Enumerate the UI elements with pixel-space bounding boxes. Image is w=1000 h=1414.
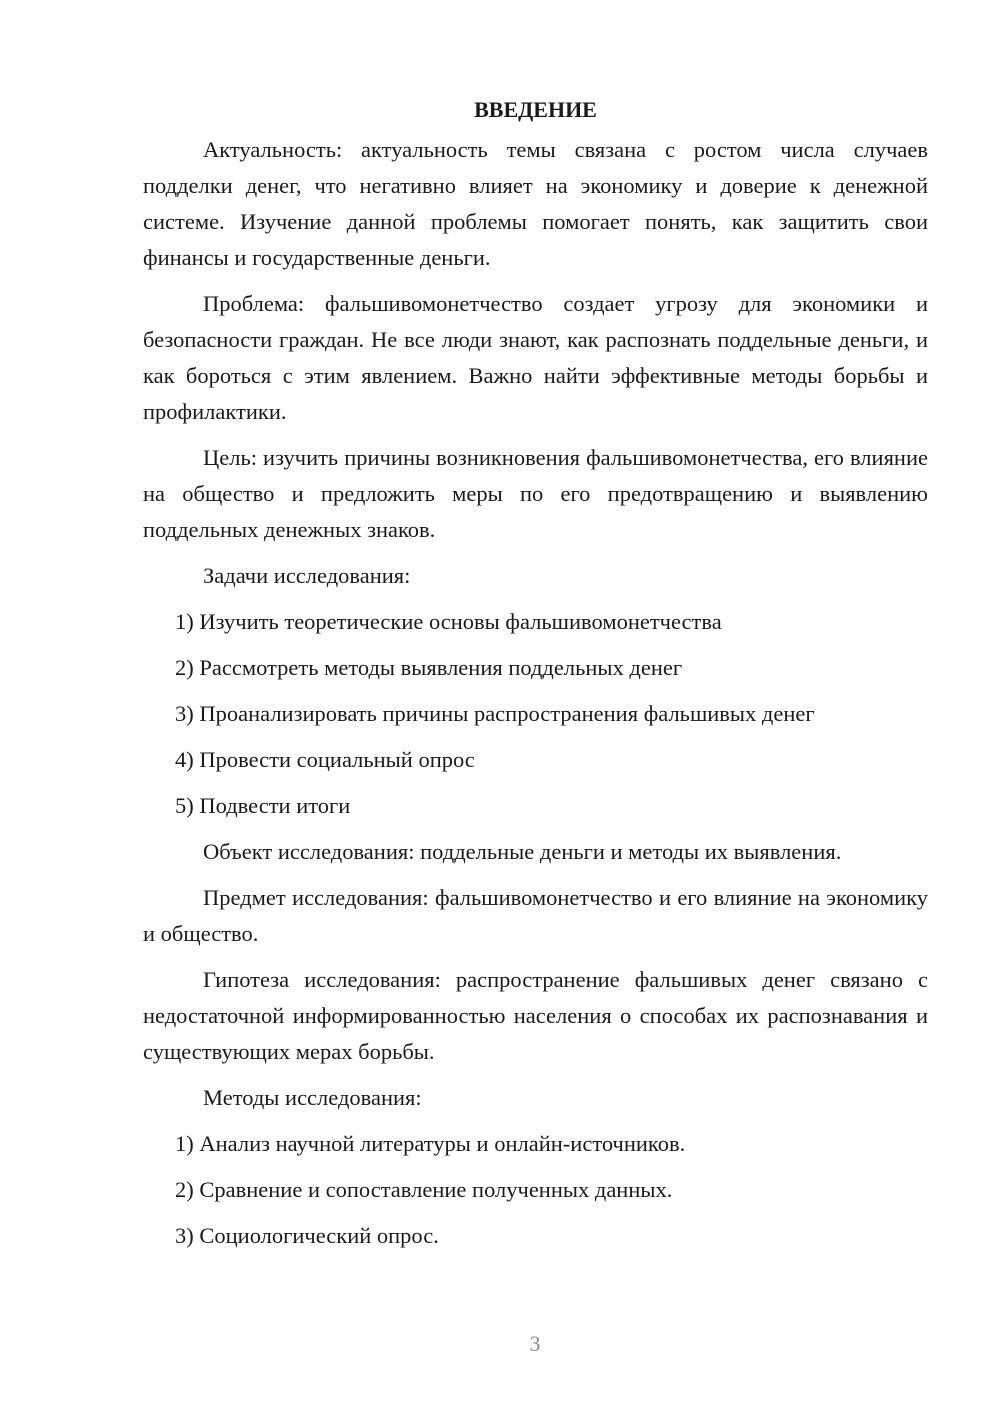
- document-page: [143, 92, 928, 1264]
- tasks-list: [143, 604, 928, 824]
- object-paragraph: Объект исследования: поддельные деньги и методы их выявления.: [203, 839, 842, 864]
- problem-paragraph: Проблема: фальшивомонетчество создает угрозу для экономики и безопасности граждан. Не все люди знают, как распознать поддельные деньги, и как бороться с этим явлением. Важно найти эффективные методы борьбы и профилактики.: [143, 291, 928, 424]
- subject-paragraph: Предмет исследования: фальшивомонетчество и его влияние на экономику и общество.: [143, 885, 928, 946]
- task-item-4: 4) Провести социальный опрос: [175, 747, 475, 772]
- page-number: 3: [529, 1331, 541, 1356]
- methods-label: Методы исследования:: [203, 1085, 422, 1110]
- goal-paragraph: Цель: изучить причины возникновения фальшивомонетчества, его влияние на общество и предложить меры по его предотвращению и выявлению поддельных денежных знаков.: [143, 445, 928, 542]
- methods-list: [143, 1126, 928, 1254]
- section-title: ВВЕДЕНИЕ: [474, 97, 597, 122]
- method-item-3: 3) Социологический опрос.: [175, 1223, 439, 1248]
- task-item-2: 2) Рассмотреть методы выявления поддельных денег: [175, 655, 683, 680]
- hypothesis-paragraph: Гипотеза исследования: распространение фальшивых денег связано с недостаточной информированностью населения о способах их распознавания и существующих мерах борьбы.: [143, 967, 928, 1064]
- tasks-label: Задачи исследования:: [203, 563, 411, 588]
- task-item-1: 1) Изучить теоретические основы фальшивомонетчества: [175, 609, 722, 634]
- task-item-5: 5) Подвести итоги: [175, 793, 351, 818]
- task-item-3: 3) Проанализировать причины распространения фальшивых денег: [175, 701, 815, 726]
- relevance-paragraph: Актуальность: актуальность темы связана с ростом числа случаев подделки денег, что негативно влияет на экономику и доверие к денежной системе. Изучение данной проблемы помогает понять, как защитить свои финансы и государственные деньги.: [143, 137, 928, 270]
- method-item-1: 1) Анализ научной литературы и онлайн-источников.: [175, 1131, 686, 1156]
- method-item-2: 2) Сравнение и сопоставление полученных данных.: [175, 1177, 673, 1202]
